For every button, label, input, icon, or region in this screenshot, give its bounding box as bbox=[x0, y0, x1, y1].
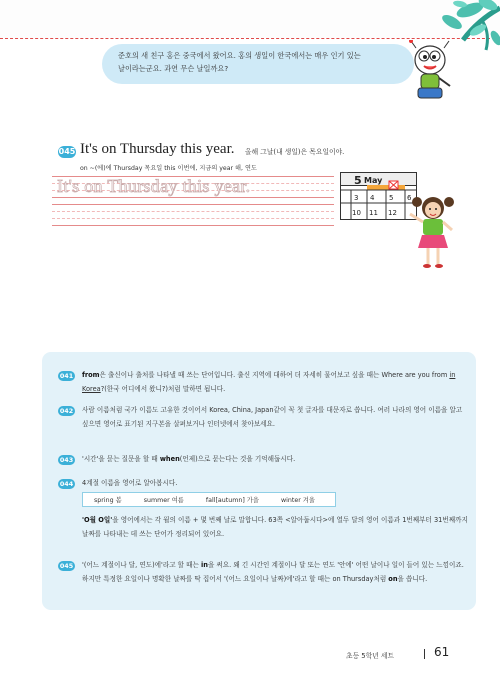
note-number-badge: 041 bbox=[59, 372, 74, 380]
intro-text bbox=[118, 49, 408, 75]
lesson-title: It's on Thursday this year. bbox=[80, 141, 235, 157]
calendar-date: 5 bbox=[389, 194, 394, 202]
note-number-badge: 043 bbox=[59, 456, 74, 464]
note-paragraph bbox=[82, 514, 470, 541]
note-text: 을 씁니다. bbox=[397, 574, 428, 583]
practice-line bbox=[52, 225, 334, 226]
practice-line bbox=[52, 204, 334, 205]
trace-sentence: It's on Thursday this year. bbox=[57, 176, 251, 196]
note-text: 을 써요. 왜 긴 시간인 계절이나 달 또는 연도 '안에' 어떤 날이나 일이 들어 있는 느낌이죠. 하지만 특정한 요일이나 명확한 날짜를 딱 집어서 '(어느 요일이나 날짜)에'라고 할 때는 on Thursday처럼 bbox=[82, 561, 464, 583]
footer-label: 초등 5학년 세트 bbox=[346, 652, 395, 660]
keyword: when bbox=[159, 455, 180, 463]
note-text: ?(한국 어디에서 왔니?)처럼 말하면 됩니다. bbox=[100, 384, 226, 393]
note-paragraph bbox=[82, 559, 470, 586]
practice-line bbox=[52, 211, 334, 212]
season-spring: spring 봄 bbox=[94, 497, 122, 504]
keyword: 'O월 O일' bbox=[82, 516, 113, 524]
note-text: 은 출신이나 출처를 나타낼 때 쓰는 단어입니다. 출신 지역에 대하여 더 자세히 물어보고 싶을 때는 Where are you from bbox=[99, 371, 450, 379]
note-text: (언제)으로 묻는다는 것을 기억해둡시다. bbox=[179, 455, 296, 463]
keyword: in bbox=[201, 561, 208, 569]
note-number-badge: 044 bbox=[59, 480, 74, 488]
note-paragraph: 사람 이름처럼 국가 이름도 고유한 것이어서 Korea, China, Japan같이 꼭 첫 글자를 대문자로 씁니다. 여러 나라의 영어 이름을 알고 싶으면 영어로 표기된 지구본을 살펴보거나 인터넷에서 찾아보세요. bbox=[82, 406, 463, 428]
keyword: on bbox=[388, 574, 398, 583]
calendar-date: 12 bbox=[388, 209, 397, 217]
intro-line-2: 날이라는군요. 과연 무슨 날일까요? bbox=[118, 64, 229, 73]
vocabulary-note: on ~(에)에 Thursday 목요일 this 이번에, 지금의 year 해, 연도 bbox=[80, 165, 257, 172]
practice-line bbox=[52, 197, 334, 198]
season-fall: fall[autumn] 가을 bbox=[205, 497, 259, 504]
calendar-day: 5 bbox=[354, 174, 362, 187]
girl-character-icon bbox=[408, 190, 458, 274]
intro-line-1: 준호의 새 친구 홍은 중국에서 왔어요. 홍의 생일이 한국에서는 매우 인기 있는 bbox=[118, 51, 361, 60]
note-text: 을 영어에서는 각 월의 이름 + 몇 번째 날로 말합니다. 63쪽 <알아둡시다>에 열두 달의 영어 이름과 1번째부터 31번째까지 날짜를 나타내는 데 쓰는 단어가 정리되어 있어요. bbox=[82, 516, 468, 538]
calendar-date: 10 bbox=[352, 209, 361, 217]
lesson-translation: 올해 그날(내 생일)은 목요일이야. bbox=[245, 148, 345, 156]
lesson-number-badge: 045 bbox=[58, 147, 76, 156]
calendar-date: 4 bbox=[370, 194, 375, 202]
calendar-icon bbox=[340, 172, 417, 220]
season-winter: winter 겨울 bbox=[280, 497, 315, 504]
footer-divider bbox=[424, 649, 425, 659]
note-number-badge: 042 bbox=[59, 407, 74, 415]
seasons-box bbox=[82, 492, 336, 507]
note-paragraph bbox=[82, 369, 470, 396]
calendar-date: 6 bbox=[407, 194, 412, 202]
practice-line bbox=[52, 218, 334, 219]
calendar-month: May bbox=[364, 176, 383, 185]
underlined-text: in Korea bbox=[82, 371, 456, 393]
calendar-date: 11 bbox=[369, 209, 378, 217]
season-summer: summer 여름 bbox=[143, 497, 184, 504]
note-number-badge: 045 bbox=[59, 562, 74, 570]
note-text: '시간'을 묻는 질문을 할 때 bbox=[82, 455, 160, 463]
note-text: '(어느 계절이나 달, 연도)에'라고 할 때는 bbox=[82, 561, 201, 569]
robot-mascot-icon bbox=[406, 40, 454, 102]
calendar-date: 3 bbox=[354, 194, 359, 202]
note-paragraph: 4계절 이름을 영어로 알아봅시다. bbox=[82, 479, 178, 487]
note-paragraph bbox=[82, 453, 470, 467]
keyword: from bbox=[82, 371, 100, 379]
page-number: 61 bbox=[434, 645, 450, 659]
